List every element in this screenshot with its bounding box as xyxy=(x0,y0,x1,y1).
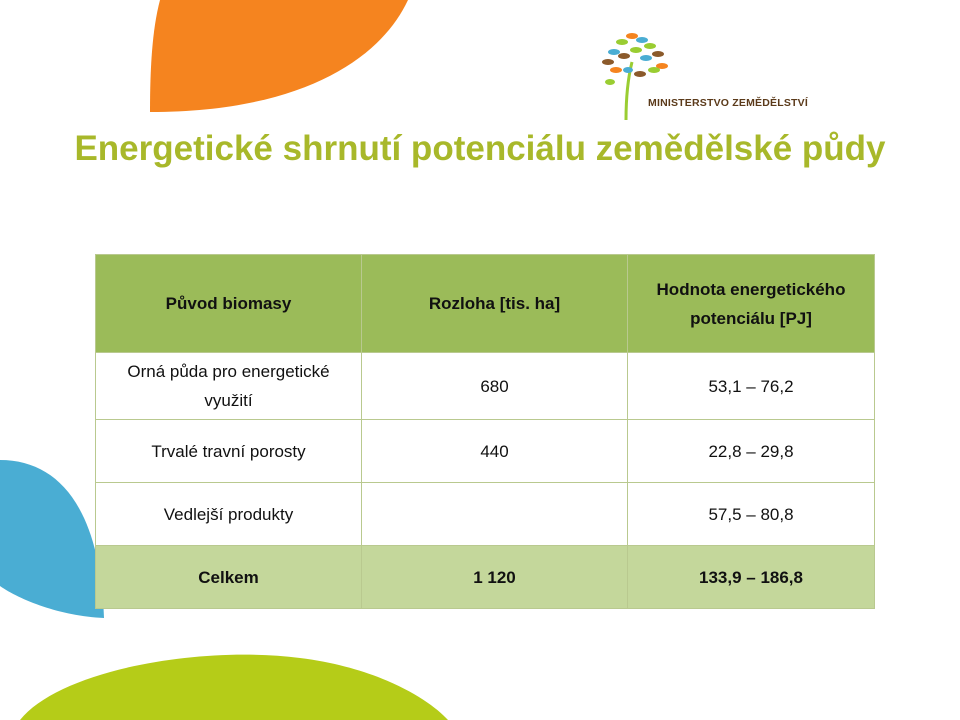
total-area: 1 120 xyxy=(362,546,628,609)
cell-potential: 22,8 – 29,8 xyxy=(628,420,875,483)
table-header-row xyxy=(96,255,875,353)
biomass-energy-table xyxy=(95,254,875,609)
table-row xyxy=(96,483,875,546)
logo-text: MINISTERSTVO ZEMĚDĚLSTVÍ xyxy=(648,97,808,109)
cell-potential: 53,1 – 76,2 xyxy=(628,353,875,420)
cell-origin: Trvalé travní porosty xyxy=(96,420,362,483)
header-origin: Původ biomasy xyxy=(96,255,362,353)
cell-potential: 57,5 – 80,8 xyxy=(628,483,875,546)
green-leaf-shape xyxy=(0,640,460,720)
table-row xyxy=(96,353,875,420)
slide-title: Energetické shrnutí potenciálu zemědělské půdy xyxy=(74,129,886,168)
cell-origin: Vedlejší produkty xyxy=(96,483,362,546)
table-row xyxy=(96,420,875,483)
cell-area xyxy=(362,483,628,546)
orange-leaf-shape xyxy=(0,0,420,120)
total-label: Celkem xyxy=(96,546,362,609)
total-potential: 133,9 – 186,8 xyxy=(628,546,875,609)
header-potential: Hodnota energetického potenciálu [PJ] xyxy=(628,255,875,353)
cell-area: 440 xyxy=(362,420,628,483)
header-area: Rozloha [tis. ha] xyxy=(362,255,628,353)
cell-area: 680 xyxy=(362,353,628,420)
cell-origin: Orná půda pro energetické využití xyxy=(96,353,362,420)
ministry-logo xyxy=(596,26,836,122)
blue-leaf-shape xyxy=(0,450,110,630)
table-total-row xyxy=(96,546,875,609)
